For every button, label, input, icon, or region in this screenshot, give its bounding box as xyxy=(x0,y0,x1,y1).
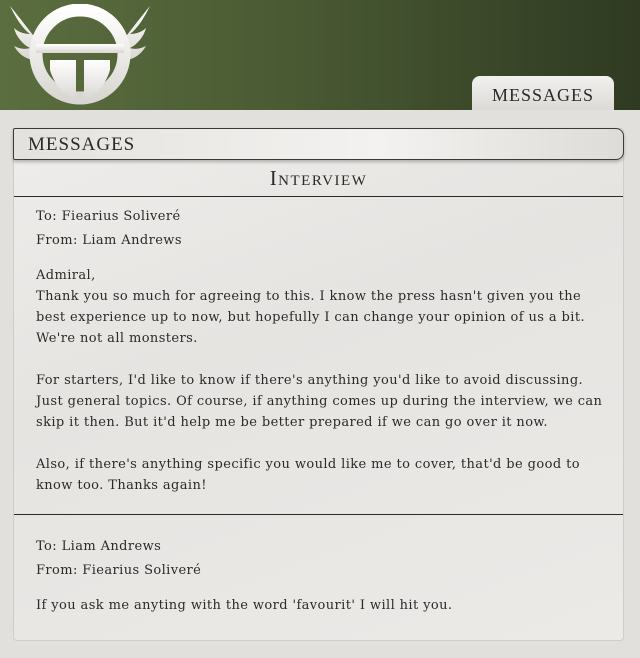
message-entry xyxy=(36,535,606,616)
panel-title: MESSAGES xyxy=(13,128,624,160)
header-banner xyxy=(0,0,640,110)
message-paragraph: If you ask me anyting with the word 'favourit' I will hit you. xyxy=(36,598,453,613)
tab-messages[interactable]: MESSAGES xyxy=(472,76,614,110)
message-to: To: Fiearius Soliveré xyxy=(36,209,181,224)
message-divider xyxy=(14,514,623,515)
message-salutation: Admiral, xyxy=(36,268,96,283)
message-to: To: Liam Andrews xyxy=(36,539,162,554)
message-paragraph: Also, if there's anything specific you would like me to cover, that'd be good to know too. Thanks again! xyxy=(36,457,580,493)
message-subject: Interview xyxy=(14,161,623,197)
message-from: From: Liam Andrews xyxy=(36,233,182,248)
message-paragraph: For starters, I'd like to know if there's anything you'd like to avoid discussing. Just general topics. Of course, if anything comes up during the interview, we can skip it then. But it'd help me be better prepared if we can go over it now. xyxy=(36,373,603,430)
winged-emblem-logo xyxy=(6,4,154,108)
message-paragraph: Thank you so much for agreeing to this. I know the press hasn't given you the best experience up to now, but hopefully I can change your opinion of us a bit. We're not all monsters. xyxy=(36,289,585,346)
message-entry xyxy=(36,205,606,496)
message-from: From: Fiearius Soliveré xyxy=(36,563,202,578)
messages-panel xyxy=(13,128,624,641)
